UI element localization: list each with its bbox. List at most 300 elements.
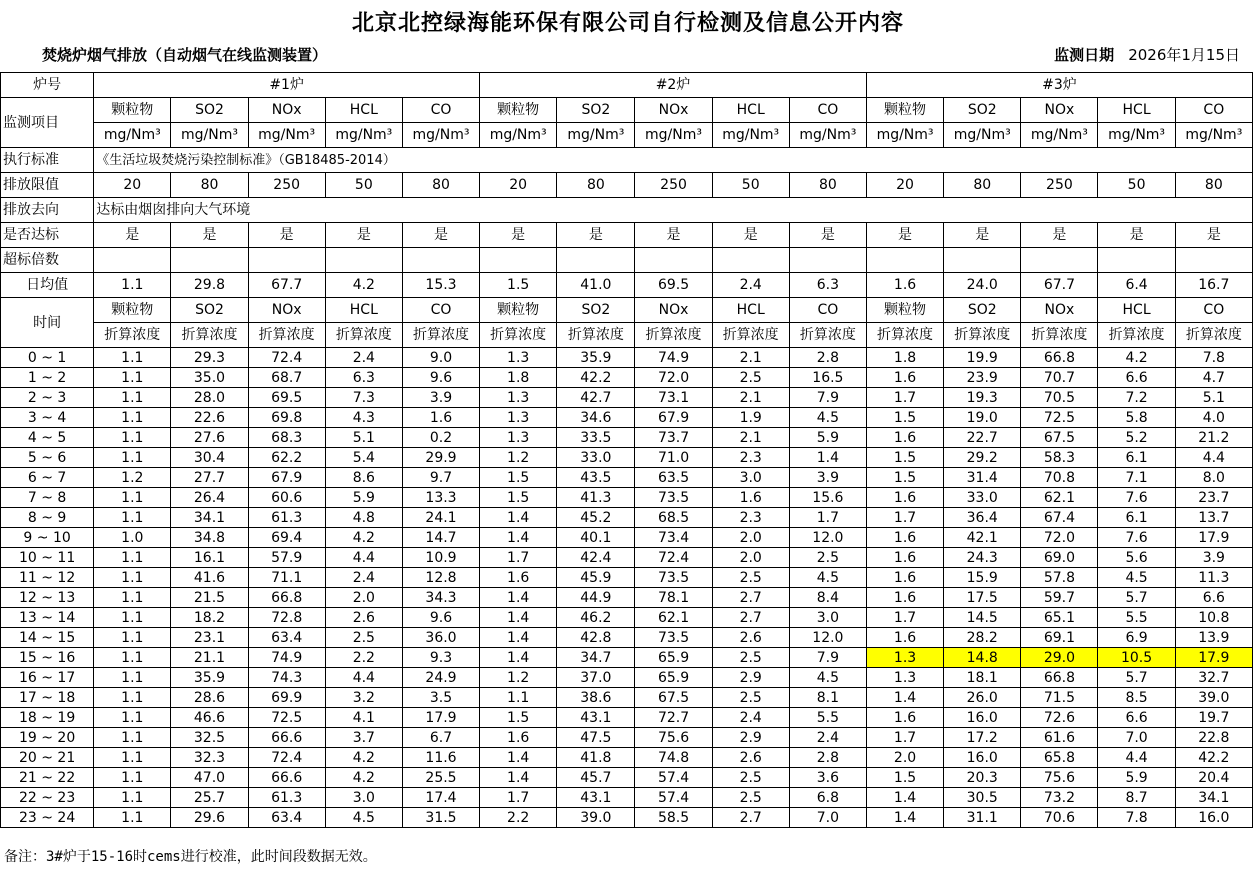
value-cell: 1.5 xyxy=(866,408,943,428)
value-cell: 5.9 xyxy=(789,428,866,448)
compliant-value: 是 xyxy=(248,223,325,248)
daily-avg-value: 69.5 xyxy=(635,273,712,298)
value-cell: 28.2 xyxy=(944,628,1021,648)
daily-avg-value: 1.5 xyxy=(480,273,557,298)
value-cell: 1.3 xyxy=(866,668,943,688)
date-label: 监测日期 xyxy=(1054,46,1115,64)
value-cell: 9.3 xyxy=(402,648,479,668)
value-cell: 24.9 xyxy=(402,668,479,688)
unit-cell: mg/Nm³ xyxy=(1021,123,1098,148)
pollutant-subheader: HCL xyxy=(1098,298,1175,323)
converted-label: 折算浓度 xyxy=(712,323,789,348)
value-cell: 23.1 xyxy=(171,628,248,648)
converted-label: 折算浓度 xyxy=(866,323,943,348)
value-cell: 65.9 xyxy=(635,668,712,688)
value-cell: 3.9 xyxy=(789,468,866,488)
value-cell: 71.0 xyxy=(635,448,712,468)
value-cell: 65.1 xyxy=(1021,608,1098,628)
value-cell: 57.4 xyxy=(635,788,712,808)
table-subtitle: 焚烧炉烟气排放（自动烟气在线监测装置） xyxy=(42,46,328,64)
value-cell: 69.1 xyxy=(1021,628,1098,648)
value-cell: 5.8 xyxy=(1098,408,1175,428)
converted-label: 折算浓度 xyxy=(94,323,171,348)
table-row xyxy=(1,348,1253,368)
value-cell: 40.1 xyxy=(557,528,635,548)
value-cell: 7.1 xyxy=(1098,468,1175,488)
value-cell: 1.1 xyxy=(94,368,171,388)
time-cell: 0 ~ 1 xyxy=(1,348,94,368)
value-cell: 60.6 xyxy=(248,488,325,508)
standard-label: 执行标准 xyxy=(1,148,94,173)
value-cell: 67.5 xyxy=(635,688,712,708)
value-cell: 5.1 xyxy=(325,428,402,448)
pollutant-subheader: 颗粒物 xyxy=(866,298,943,323)
value-cell: 1.1 xyxy=(94,488,171,508)
value-cell: 2.7 xyxy=(712,808,789,828)
value-cell: 2.4 xyxy=(712,708,789,728)
table-row xyxy=(1,588,1253,608)
value-cell: 22.8 xyxy=(1175,728,1252,748)
table-row xyxy=(1,808,1253,828)
compliant-label: 是否达标 xyxy=(1,223,94,248)
value-cell: 62.1 xyxy=(635,608,712,628)
time-cell: 8 ~ 9 xyxy=(1,508,94,528)
value-cell: 13.7 xyxy=(1175,508,1252,528)
value-cell: 4.4 xyxy=(325,548,402,568)
value-cell: 2.7 xyxy=(712,588,789,608)
value-cell: 1.4 xyxy=(480,588,557,608)
value-cell: 2.4 xyxy=(789,728,866,748)
value-cell: 1.2 xyxy=(480,668,557,688)
value-cell: 46.6 xyxy=(171,708,248,728)
value-cell: 2.0 xyxy=(712,528,789,548)
value-cell: 2.5 xyxy=(712,368,789,388)
table-row xyxy=(1,728,1253,748)
value-cell: 8.4 xyxy=(789,588,866,608)
value-cell: 31.4 xyxy=(944,468,1021,488)
value-cell: 29.2 xyxy=(944,448,1021,468)
value-cell: 8.5 xyxy=(1098,688,1175,708)
unit-cell: mg/Nm³ xyxy=(94,123,171,148)
pollutant-header: 颗粒物 xyxy=(480,98,557,123)
value-cell: 24.3 xyxy=(944,548,1021,568)
compliant-value: 是 xyxy=(171,223,248,248)
value-cell: 17.9 xyxy=(402,708,479,728)
time-cell: 19 ~ 20 xyxy=(1,728,94,748)
value-cell: 66.8 xyxy=(248,588,325,608)
daily-avg-value: 67.7 xyxy=(1021,273,1098,298)
value-cell: 21.2 xyxy=(1175,428,1252,448)
compliant-value: 是 xyxy=(635,223,712,248)
value-cell: 19.3 xyxy=(944,388,1021,408)
unit-cell: mg/Nm³ xyxy=(712,123,789,148)
time-cell: 22 ~ 23 xyxy=(1,788,94,808)
unit-row xyxy=(1,123,1253,148)
value-cell: 1.1 xyxy=(94,748,171,768)
value-cell: 1.5 xyxy=(480,488,557,508)
value-cell: 26.4 xyxy=(171,488,248,508)
value-cell: 16.0 xyxy=(944,708,1021,728)
value-cell: 45.9 xyxy=(557,568,635,588)
value-cell: 26.0 xyxy=(944,688,1021,708)
value-cell: 9.6 xyxy=(402,368,479,388)
emission-table xyxy=(0,72,1253,828)
daily-avg-label: 日均值 xyxy=(1,273,94,298)
value-cell: 3.5 xyxy=(402,688,479,708)
value-cell: 4.7 xyxy=(1175,368,1252,388)
value-cell: 17.9 xyxy=(1175,648,1252,668)
value-cell: 1.5 xyxy=(866,768,943,788)
value-cell: 68.3 xyxy=(248,428,325,448)
value-cell: 41.8 xyxy=(557,748,635,768)
compliant-value: 是 xyxy=(402,223,479,248)
table-row xyxy=(1,788,1253,808)
exceed-value xyxy=(171,248,248,273)
value-cell: 4.5 xyxy=(325,808,402,828)
value-cell: 2.0 xyxy=(866,748,943,768)
time-cell: 14 ~ 15 xyxy=(1,628,94,648)
value-cell: 42.8 xyxy=(557,628,635,648)
time-cell: 1 ~ 2 xyxy=(1,368,94,388)
pollutant-header: HCL xyxy=(1098,98,1175,123)
value-cell: 42.2 xyxy=(1175,748,1252,768)
value-cell: 4.5 xyxy=(789,568,866,588)
pollutant-header: HCL xyxy=(712,98,789,123)
value-cell: 1.1 xyxy=(94,788,171,808)
value-cell: 12.0 xyxy=(789,528,866,548)
value-cell: 6.1 xyxy=(1098,508,1175,528)
value-cell: 6.6 xyxy=(1098,368,1175,388)
value-cell: 66.8 xyxy=(1021,668,1098,688)
value-cell: 1.6 xyxy=(866,428,943,448)
value-cell: 74.8 xyxy=(635,748,712,768)
value-cell: 58.5 xyxy=(635,808,712,828)
daily-avg-value: 15.3 xyxy=(402,273,479,298)
value-cell: 43.1 xyxy=(557,708,635,728)
table-row xyxy=(1,428,1253,448)
value-cell: 72.6 xyxy=(1021,708,1098,728)
value-cell: 73.4 xyxy=(635,528,712,548)
value-cell: 1.6 xyxy=(866,528,943,548)
pollutant-header: NOx xyxy=(248,98,325,123)
value-cell: 14.7 xyxy=(402,528,479,548)
value-cell: 74.9 xyxy=(248,648,325,668)
limit-value: 50 xyxy=(325,173,402,198)
value-cell: 32.5 xyxy=(171,728,248,748)
time-cell: 5 ~ 6 xyxy=(1,448,94,468)
value-cell: 1.1 xyxy=(94,668,171,688)
exceed-value xyxy=(248,248,325,273)
value-cell: 10.5 xyxy=(1098,648,1175,668)
value-cell: 14.5 xyxy=(944,608,1021,628)
destination-label: 排放去向 xyxy=(1,198,94,223)
value-cell: 27.7 xyxy=(171,468,248,488)
compliant-value: 是 xyxy=(94,223,171,248)
exceed-value xyxy=(789,248,866,273)
exceed-value xyxy=(480,248,557,273)
value-cell: 1.5 xyxy=(866,448,943,468)
value-cell: 1.2 xyxy=(480,448,557,468)
pollutant-subheader: CO xyxy=(402,298,479,323)
value-cell: 31.5 xyxy=(402,808,479,828)
value-cell: 6.6 xyxy=(1098,708,1175,728)
destination-row xyxy=(1,198,1253,223)
compliant-value: 是 xyxy=(1175,223,1252,248)
value-cell: 2.8 xyxy=(789,348,866,368)
converted-label: 折算浓度 xyxy=(248,323,325,348)
value-cell: 1.1 xyxy=(94,728,171,748)
value-cell: 16.1 xyxy=(171,548,248,568)
value-cell: 72.5 xyxy=(1021,408,1098,428)
table-row xyxy=(1,548,1253,568)
value-cell: 1.6 xyxy=(866,488,943,508)
pollutant-subheader: NOx xyxy=(248,298,325,323)
value-cell: 58.3 xyxy=(1021,448,1098,468)
exceed-value xyxy=(94,248,171,273)
value-cell: 1.1 xyxy=(94,648,171,668)
table-row xyxy=(1,688,1253,708)
value-cell: 4.2 xyxy=(325,768,402,788)
value-cell: 3.6 xyxy=(789,768,866,788)
limit-value: 80 xyxy=(557,173,635,198)
value-cell: 19.0 xyxy=(944,408,1021,428)
value-cell: 71.5 xyxy=(1021,688,1098,708)
value-cell: 10.9 xyxy=(402,548,479,568)
value-cell: 59.7 xyxy=(1021,588,1098,608)
value-cell: 15.6 xyxy=(789,488,866,508)
value-cell: 72.4 xyxy=(635,548,712,568)
value-cell: 1.1 xyxy=(94,568,171,588)
value-cell: 69.5 xyxy=(248,388,325,408)
furnace-header: #3炉 xyxy=(866,73,1252,98)
value-cell: 3.7 xyxy=(325,728,402,748)
value-cell: 7.9 xyxy=(789,648,866,668)
value-cell: 1.1 xyxy=(94,588,171,608)
exceed-value xyxy=(635,248,712,273)
value-cell: 68.5 xyxy=(635,508,712,528)
value-cell: 41.3 xyxy=(557,488,635,508)
value-cell: 8.0 xyxy=(1175,468,1252,488)
value-cell: 1.1 xyxy=(94,448,171,468)
footnote: 备注：3#炉于15-16时cems进行校准，此时间段数据无效。 xyxy=(4,849,377,865)
value-cell: 1.1 xyxy=(94,708,171,728)
value-cell: 2.3 xyxy=(712,508,789,528)
exceed-value xyxy=(1021,248,1098,273)
value-cell: 70.6 xyxy=(1021,808,1098,828)
value-cell: 27.6 xyxy=(171,428,248,448)
compliant-value: 是 xyxy=(866,223,943,248)
value-cell: 69.0 xyxy=(1021,548,1098,568)
time-cell: 4 ~ 5 xyxy=(1,428,94,448)
value-cell: 33.0 xyxy=(944,488,1021,508)
value-cell: 25.7 xyxy=(171,788,248,808)
value-cell: 1.4 xyxy=(866,788,943,808)
daily-avg-row xyxy=(1,273,1253,298)
compliant-value: 是 xyxy=(325,223,402,248)
value-cell: 1.5 xyxy=(480,708,557,728)
value-cell: 14.8 xyxy=(944,648,1021,668)
unit-cell: mg/Nm³ xyxy=(248,123,325,148)
value-cell: 16.0 xyxy=(1175,808,1252,828)
value-cell: 2.5 xyxy=(712,648,789,668)
value-cell: 1.0 xyxy=(94,528,171,548)
pollutant-header: NOx xyxy=(635,98,712,123)
value-cell: 19.7 xyxy=(1175,708,1252,728)
converted-label: 折算浓度 xyxy=(171,323,248,348)
pollutant-row xyxy=(1,98,1253,123)
furnace-header: #1炉 xyxy=(94,73,480,98)
converted-label: 折算浓度 xyxy=(480,323,557,348)
value-cell: 3.9 xyxy=(402,388,479,408)
value-cell: 70.7 xyxy=(1021,368,1098,388)
table-row xyxy=(1,408,1253,428)
pollutant-header: SO2 xyxy=(171,98,248,123)
value-cell: 37.0 xyxy=(557,668,635,688)
unit-cell: mg/Nm³ xyxy=(325,123,402,148)
value-cell: 71.1 xyxy=(248,568,325,588)
value-cell: 21.5 xyxy=(171,588,248,608)
exceed-value xyxy=(325,248,402,273)
value-cell: 45.7 xyxy=(557,768,635,788)
value-cell: 75.6 xyxy=(1021,768,1098,788)
value-cell: 1.7 xyxy=(789,508,866,528)
compliant-value: 是 xyxy=(944,223,1021,248)
value-cell: 72.5 xyxy=(248,708,325,728)
pollutant-header: HCL xyxy=(325,98,402,123)
value-cell: 1.9 xyxy=(712,408,789,428)
limit-value: 50 xyxy=(1098,173,1175,198)
value-cell: 4.2 xyxy=(1098,348,1175,368)
pollutant-header: CO xyxy=(402,98,479,123)
value-cell: 70.8 xyxy=(1021,468,1098,488)
value-cell: 34.8 xyxy=(171,528,248,548)
value-cell: 2.4 xyxy=(325,348,402,368)
pollutant-subheader: SO2 xyxy=(557,298,635,323)
value-cell: 65.9 xyxy=(635,648,712,668)
value-cell: 36.0 xyxy=(402,628,479,648)
value-cell: 2.5 xyxy=(712,788,789,808)
value-cell: 67.5 xyxy=(1021,428,1098,448)
table-row xyxy=(1,388,1253,408)
table-row xyxy=(1,368,1253,388)
pollutant-header: 颗粒物 xyxy=(94,98,171,123)
value-cell: 57.9 xyxy=(248,548,325,568)
value-cell: 1.1 xyxy=(480,688,557,708)
daily-avg-value: 6.3 xyxy=(789,273,866,298)
value-cell: 3.0 xyxy=(789,608,866,628)
value-cell: 74.3 xyxy=(248,668,325,688)
value-cell: 2.9 xyxy=(712,668,789,688)
value-cell: 11.3 xyxy=(1175,568,1252,588)
value-cell: 22.6 xyxy=(171,408,248,428)
value-cell: 42.2 xyxy=(557,368,635,388)
value-cell: 30.4 xyxy=(171,448,248,468)
value-cell: 5.5 xyxy=(789,708,866,728)
table-row xyxy=(1,568,1253,588)
converted-label: 折算浓度 xyxy=(1021,323,1098,348)
table-row xyxy=(1,528,1253,548)
value-cell: 6.9 xyxy=(1098,628,1175,648)
pollutant-header: SO2 xyxy=(557,98,635,123)
limit-row xyxy=(1,173,1253,198)
limit-value: 20 xyxy=(94,173,171,198)
pollutant-subheader: HCL xyxy=(712,298,789,323)
pollutant-subheader: CO xyxy=(1175,298,1252,323)
value-cell: 1.1 xyxy=(94,808,171,828)
value-cell: 5.2 xyxy=(1098,428,1175,448)
value-cell: 2.8 xyxy=(789,748,866,768)
value-cell: 31.1 xyxy=(944,808,1021,828)
limit-value: 250 xyxy=(1021,173,1098,198)
pollutant-header: CO xyxy=(789,98,866,123)
furnace-header-row xyxy=(1,73,1253,98)
value-cell: 2.5 xyxy=(712,568,789,588)
value-cell: 1.8 xyxy=(866,348,943,368)
value-cell: 1.4 xyxy=(866,808,943,828)
value-cell: 2.1 xyxy=(712,388,789,408)
daily-avg-value: 1.6 xyxy=(866,273,943,298)
value-cell: 1.6 xyxy=(866,368,943,388)
limit-value: 50 xyxy=(712,173,789,198)
value-cell: 35.9 xyxy=(557,348,635,368)
limit-value: 80 xyxy=(402,173,479,198)
value-cell: 2.2 xyxy=(480,808,557,828)
daily-avg-value: 1.1 xyxy=(94,273,171,298)
value-cell: 62.2 xyxy=(248,448,325,468)
value-cell: 3.2 xyxy=(325,688,402,708)
value-cell: 2.5 xyxy=(325,628,402,648)
page-title: 北京北控绿海能环保有限公司自行检测及信息公开内容 xyxy=(351,11,904,36)
time-cell: 17 ~ 18 xyxy=(1,688,94,708)
value-cell: 1.3 xyxy=(480,388,557,408)
value-cell: 11.6 xyxy=(402,748,479,768)
value-cell: 21.1 xyxy=(171,648,248,668)
value-cell: 28.0 xyxy=(171,388,248,408)
value-cell: 1.4 xyxy=(480,608,557,628)
value-cell: 1.3 xyxy=(480,408,557,428)
exceed-label: 超标倍数 xyxy=(1,248,94,273)
compliant-value: 是 xyxy=(712,223,789,248)
value-cell: 1.6 xyxy=(480,728,557,748)
pollutant-header: CO xyxy=(1175,98,1252,123)
standard-text: 《生活垃圾焚烧污染控制标准》（GB18485-2014） xyxy=(94,148,1253,173)
value-cell: 5.9 xyxy=(1098,768,1175,788)
value-cell: 2.1 xyxy=(712,428,789,448)
exceed-row xyxy=(1,248,1253,273)
value-cell: 2.5 xyxy=(712,688,789,708)
converted-row xyxy=(1,323,1253,348)
value-cell: 1.1 xyxy=(94,548,171,568)
value-cell: 1.6 xyxy=(402,408,479,428)
value-cell: 2.5 xyxy=(712,768,789,788)
value-cell: 47.0 xyxy=(171,768,248,788)
time-cell: 11 ~ 12 xyxy=(1,568,94,588)
limit-value: 80 xyxy=(944,173,1021,198)
value-cell: 1.1 xyxy=(94,408,171,428)
value-cell: 16.5 xyxy=(789,368,866,388)
time-cell: 23 ~ 24 xyxy=(1,808,94,828)
value-cell: 1.6 xyxy=(866,708,943,728)
value-cell: 1.4 xyxy=(789,448,866,468)
value-cell: 46.2 xyxy=(557,608,635,628)
value-cell: 2.5 xyxy=(789,548,866,568)
value-cell: 19.9 xyxy=(944,348,1021,368)
daily-avg-value: 2.4 xyxy=(712,273,789,298)
value-cell: 2.9 xyxy=(712,728,789,748)
destination-text: 达标由烟囱排向大气环境 xyxy=(94,198,1253,223)
time-header-row xyxy=(1,298,1253,323)
converted-label: 折算浓度 xyxy=(557,323,635,348)
